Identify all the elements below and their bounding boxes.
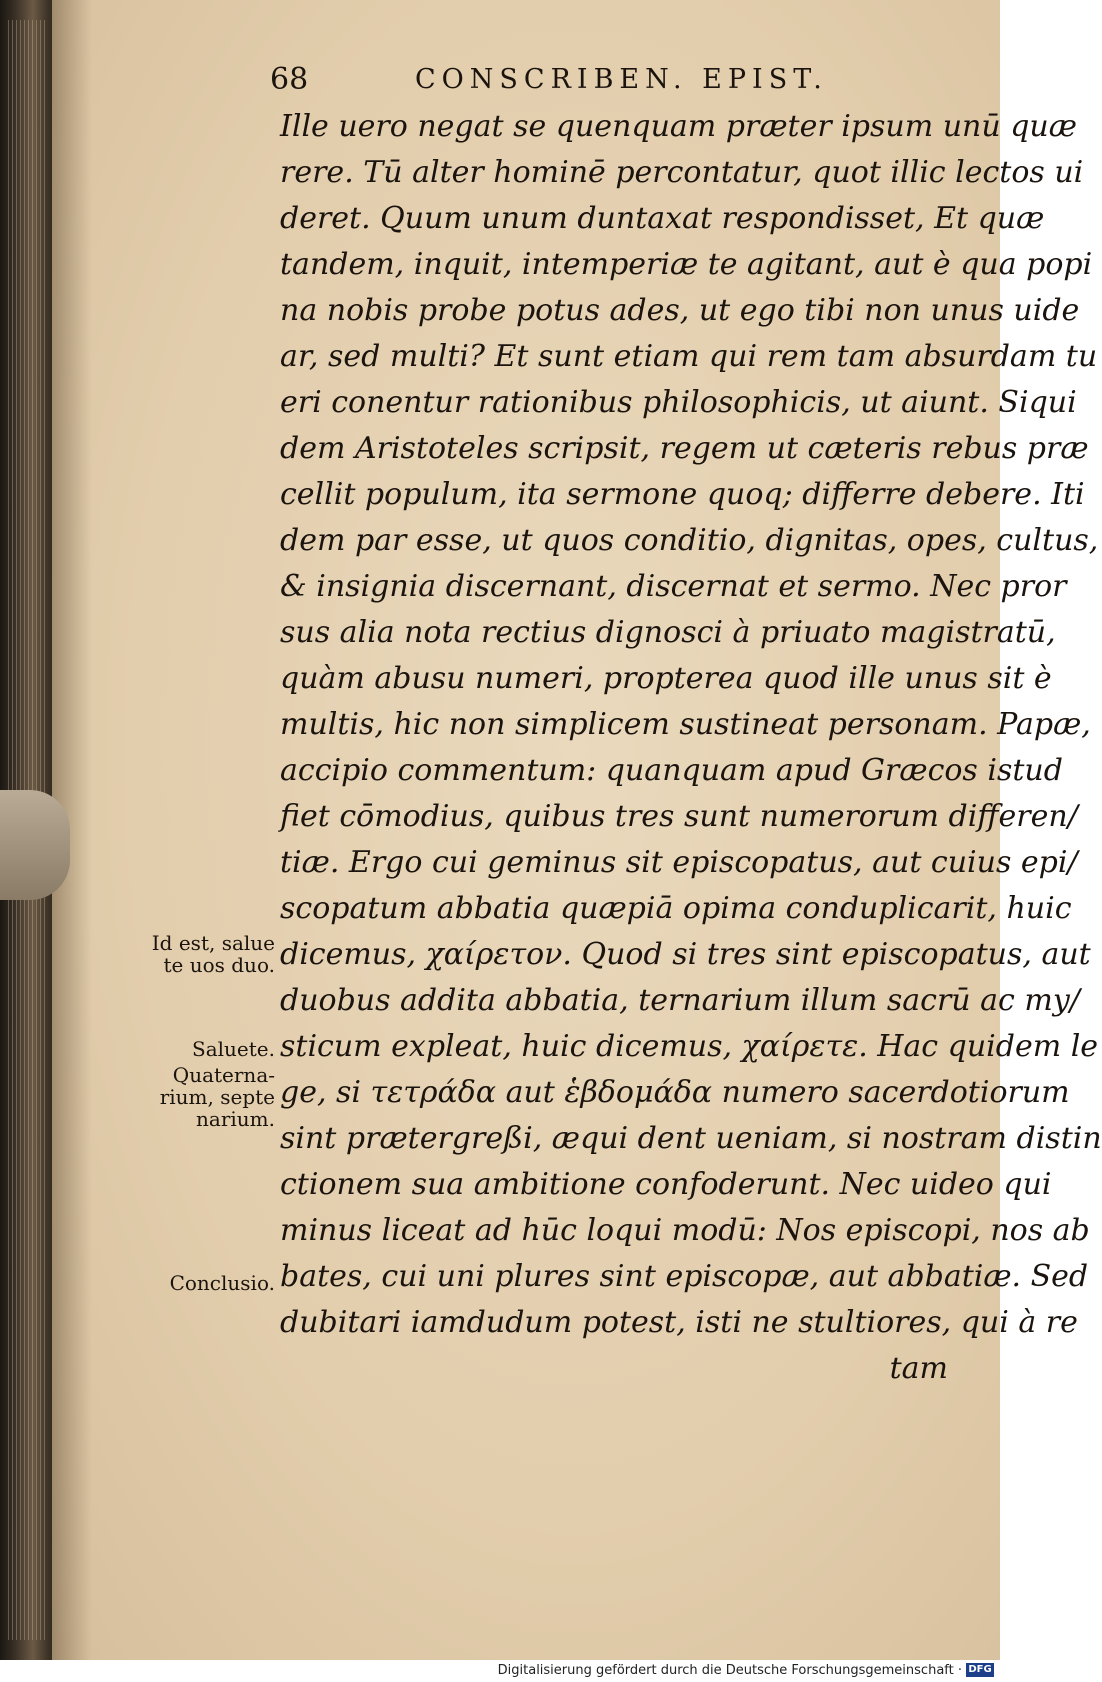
text-line: dem par esse, ut quos conditio, dignitas, opes, cultus, bbox=[280, 523, 1099, 558]
text-line: multis, hic non simplicem sustineat personam. Papæ, bbox=[280, 707, 1091, 742]
running-title: CONSCRIBEN. EPIST. bbox=[415, 64, 828, 95]
margin-note-line: te uos duo. bbox=[163, 953, 275, 977]
text-line: tandem, inquit, intemperiæ te agitant, aut è qua popi bbox=[280, 247, 1093, 282]
text-line: sticum expleat, huic dicemus, χαίρετε. Hac quidem le bbox=[280, 1029, 1099, 1064]
text-line: rere. Tū alter hominē percontatur, quot illic lectos ui bbox=[280, 155, 1084, 190]
text-line: dicemus, χαίρετον. Quod si tres sint episcopatus, aut bbox=[280, 937, 1091, 972]
text-line: quàm abusu numeri, propterea quod ille unus sit è bbox=[280, 661, 1052, 696]
margin-note-line: Conclusio. bbox=[169, 1271, 275, 1295]
dfg-logo-icon: DFG bbox=[966, 1663, 994, 1677]
book-clasp bbox=[0, 790, 70, 900]
margin-note-line: Saluete. bbox=[192, 1037, 275, 1061]
funding-credit: Digitalisierung gefördert durch die Deutsche Forschungsgemeinschaft · bbox=[497, 1663, 962, 1678]
margin-note-line: Quaterna- bbox=[172, 1063, 275, 1087]
page-number: 68 bbox=[270, 62, 309, 97]
text-line: tiæ. Ergo cui geminus sit episcopatus, aut cuius epi/ bbox=[280, 845, 1078, 880]
text-line: dubitari iamdudum potest, isti ne stultiores, qui à re bbox=[280, 1305, 1078, 1340]
text-line: Ille uero negat se quenquam præter ipsum unū quæ bbox=[280, 109, 1077, 144]
text-line: sus alia nota rectius dignosci à priuato magistratū, bbox=[280, 615, 1056, 650]
book-page bbox=[52, 0, 1102, 1660]
body-text bbox=[280, 104, 1102, 1392]
margin-note-line: rium, septe bbox=[159, 1085, 275, 1109]
catchword: tam bbox=[889, 1351, 948, 1386]
text-line: minus liceat ad hūc loqui modū: Nos episcopi, nos ab bbox=[280, 1213, 1090, 1248]
text-line: cellit populum, ita sermone quoq; differre debere. Iti bbox=[280, 477, 1085, 512]
text-line: eri conentur rationibus philosophicis, ut aiunt. Siqui bbox=[280, 385, 1077, 420]
margin-note bbox=[90, 1064, 275, 1130]
margin-note bbox=[90, 932, 275, 976]
footer-bar bbox=[0, 1660, 1000, 1682]
text-line: ctionem sua ambitione confoderunt. Nec uideo qui bbox=[280, 1167, 1052, 1202]
text-line: duobus addita abbatia, ternarium illum sacrū ac my/ bbox=[280, 983, 1080, 1018]
text-line: deret. Quum unum duntaxat respondisset, Et quæ bbox=[280, 201, 1045, 236]
text-line: ar, sed multi? Et sunt etiam qui rem tam absurdam tu bbox=[280, 339, 1098, 374]
margin-note-line: Id est, salue bbox=[151, 931, 275, 955]
text-line: dem Aristoteles scripsit, regem ut cæteris rebus præ bbox=[280, 431, 1089, 466]
text-line: scopatum abbatia quæpiā opima conduplicarit, huic bbox=[280, 891, 1072, 926]
text-line: bates, cui uni plures sint episcopæ, aut abbatiæ. Sed bbox=[280, 1259, 1089, 1294]
margin-note-line: narium. bbox=[196, 1107, 275, 1131]
text-line: & insignia discernant, discernat et sermo. Nec pror bbox=[280, 569, 1067, 604]
running-head bbox=[270, 62, 960, 102]
text-line: fiet cōmodius, quibus tres sunt numerorum differen/ bbox=[280, 799, 1078, 834]
text-line: na nobis probe potus ades, ut ego tibi non unus uide bbox=[280, 293, 1080, 328]
margin-note bbox=[90, 1272, 275, 1294]
text-line: accipio commentum: quanquam apud Græcos istud bbox=[280, 753, 1063, 788]
text-line: sint prætergreßi, æqui dent ueniam, si nostram distin bbox=[280, 1121, 1102, 1156]
text-line: ge, si τετράδα aut ἑβδομάδα numero sacerdotiorum bbox=[280, 1075, 1070, 1110]
margin-note bbox=[90, 1038, 275, 1060]
